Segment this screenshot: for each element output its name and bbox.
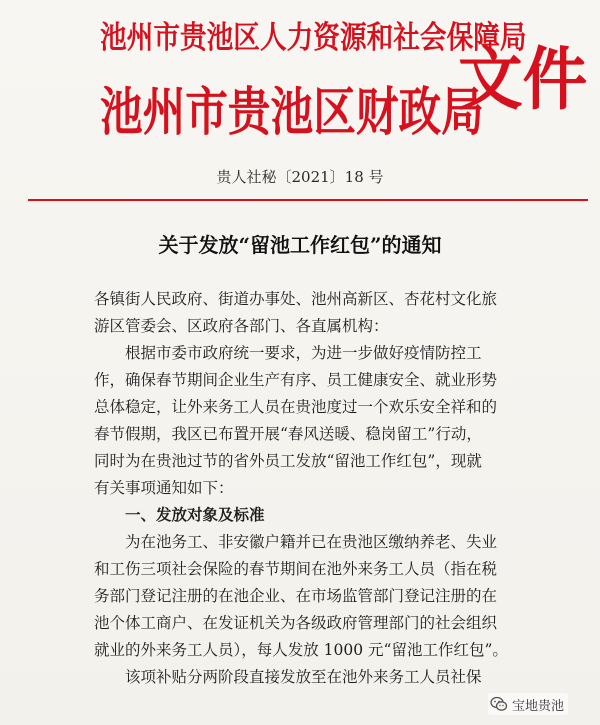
body-line: 和工伤三项社会保险的春节期间在池外来务工人员（指在税	[94, 560, 498, 578]
notice-title: 关于发放“留池工作红包”的通知	[158, 233, 442, 257]
body-line: 池个体工商户、在发证机关为各级政府管理部门的社会组织	[94, 614, 498, 632]
body-line: 春节假期，我区已布置开展“春风送暖、稳岗留工”行动，	[94, 425, 482, 443]
document-type-label: 文件	[458, 40, 588, 120]
agency-name-line2: 池州市贵池区财政局	[100, 82, 484, 143]
body-line: 游区管委会、区政府各部门、各直属机构：	[94, 317, 389, 335]
document-number: 贵人社秘〔2021〕18 号	[216, 168, 384, 186]
body-line: 根据市委市政府统一要求，为进一步做好疫情防控工	[125, 344, 482, 362]
watermark-text: 宝地贵池	[512, 698, 565, 714]
body-line: 总体稳定，让外来务工人员在贵池度过一个欢乐安全祥和的	[94, 398, 498, 416]
body-line: 各镇街人民政府、街道办事处、池州高新区、杏花村文化旅	[94, 290, 498, 308]
agency-name-line1: 池州市贵池区人力资源和社会保障局	[100, 20, 527, 56]
body-line: 务部门登记注册的在池企业、在市场监管部门登记注册的在	[94, 587, 498, 605]
document-header	[0, 0, 600, 150]
body-line: 同时为在贵池过节的省外员工发放“留池工作红包”，现就	[94, 452, 482, 470]
body-line: 为在池务工、非安徽户籍并已在贵池区缴纳养老、失业	[125, 533, 498, 551]
body-line: 作，确保春节期间企业生产有序、员工健康安全、就业形势	[94, 371, 498, 389]
watermark	[488, 693, 568, 715]
wechat-icon	[490, 695, 508, 713]
section-heading: 一、发放对象及标准	[125, 506, 265, 524]
red-divider	[28, 199, 588, 201]
body-line: 有关事项通知如下：	[94, 479, 234, 497]
notice-body	[94, 286, 554, 691]
body-line: 该项补贴分两阶段直接发放至在池外来务工人员社保	[125, 668, 482, 686]
body-line: 就业的外来务工人员），每人发放 1000 元“留池工作红包”。	[94, 641, 508, 659]
